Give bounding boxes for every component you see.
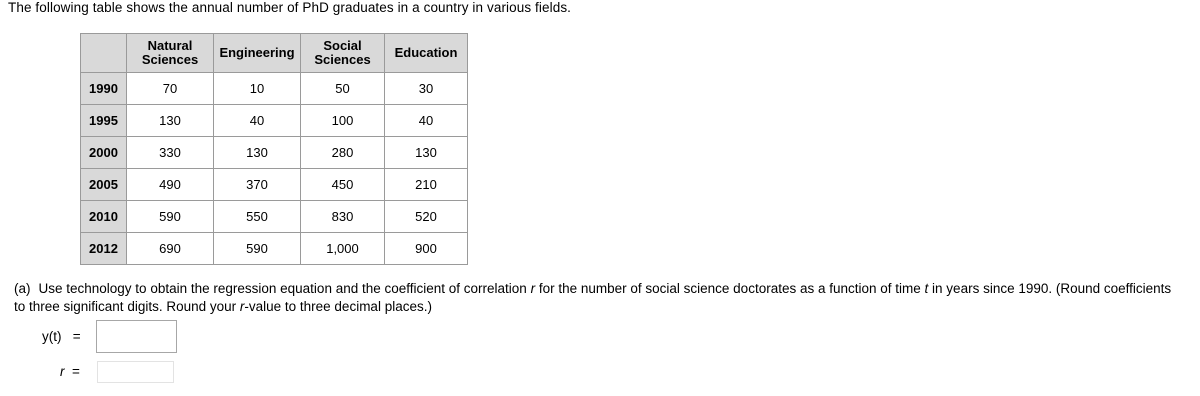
variable-t: t [924, 281, 929, 296]
table-header-row [81, 34, 468, 73]
header-line: Sciences [314, 52, 371, 67]
cell-natural-sciences: 590 [127, 201, 214, 233]
header-line: Natural [147, 38, 193, 53]
row-year: 2012 [81, 233, 127, 265]
header-line: Social [323, 38, 362, 53]
phd-graduates-table [80, 33, 468, 265]
variable-r: r [530, 281, 536, 296]
cell-engineering: 130 [214, 137, 301, 169]
cell-education: 210 [385, 169, 468, 201]
regression-equation-input[interactable] [96, 320, 177, 353]
question-text: for the number of social science doctorates as a function of time [535, 281, 925, 296]
question-text: -value to three decimal places.) [244, 298, 432, 314]
correlation-row [60, 361, 80, 383]
header-line: Sciences [141, 52, 199, 67]
cell-natural-sciences: 130 [127, 105, 214, 137]
variable-r: r [239, 298, 245, 314]
r-label: r [60, 364, 65, 379]
table-row [81, 233, 468, 265]
cell-education: 40 [385, 105, 468, 137]
question-a [14, 280, 1184, 315]
problem-intro: The following table shows the annual number of PhD graduates in a country in various fields. [8, 0, 572, 15]
cell-social-sciences: 280 [301, 137, 385, 169]
table-row [81, 137, 468, 169]
question-text: Use technology to obtain the regression equation and the coefficient of correlation [38, 281, 531, 296]
table-row [81, 201, 468, 233]
cell-social-sciences: 830 [301, 201, 385, 233]
cell-social-sciences: 1,000 [301, 233, 385, 265]
cell-education: 520 [385, 201, 468, 233]
table-corner-cell [81, 34, 127, 73]
cell-education: 130 [385, 137, 468, 169]
row-year: 2010 [81, 201, 127, 233]
cell-social-sciences: 450 [301, 169, 385, 201]
cell-engineering: 10 [214, 73, 301, 105]
question-label: (a) [14, 281, 31, 296]
cell-education: 30 [385, 73, 468, 105]
correlation-coefficient-input[interactable] [97, 361, 174, 383]
header-line: Engineering [219, 45, 295, 60]
cell-natural-sciences: 70 [127, 73, 214, 105]
table-row [81, 169, 468, 201]
header-natural-sciences [127, 34, 214, 73]
cell-natural-sciences: 330 [127, 137, 214, 169]
equals-sign: = [72, 329, 81, 344]
y-of-t-label: y(t) [42, 329, 62, 344]
header-engineering [214, 34, 301, 73]
cell-engineering: 40 [214, 105, 301, 137]
equals-sign: = [72, 364, 80, 379]
cell-social-sciences: 100 [301, 105, 385, 137]
table-row [81, 105, 468, 137]
cell-social-sciences: 50 [301, 73, 385, 105]
cell-engineering: 370 [214, 169, 301, 201]
regression-equation-row [42, 320, 81, 353]
header-social-sciences [301, 34, 385, 73]
cell-engineering: 590 [214, 233, 301, 265]
table-row [81, 73, 468, 105]
row-year: 1995 [81, 105, 127, 137]
cell-natural-sciences: 690 [127, 233, 214, 265]
row-year: 1990 [81, 73, 127, 105]
cell-natural-sciences: 490 [127, 169, 214, 201]
header-line: Education [394, 45, 458, 60]
question-text: in years since 1990. (Round coefficients to three significant digits. Round your [14, 281, 1172, 314]
cell-engineering: 550 [214, 201, 301, 233]
row-year: 2005 [81, 169, 127, 201]
header-education [385, 34, 468, 73]
cell-education: 900 [385, 233, 468, 265]
row-year: 2000 [81, 137, 127, 169]
